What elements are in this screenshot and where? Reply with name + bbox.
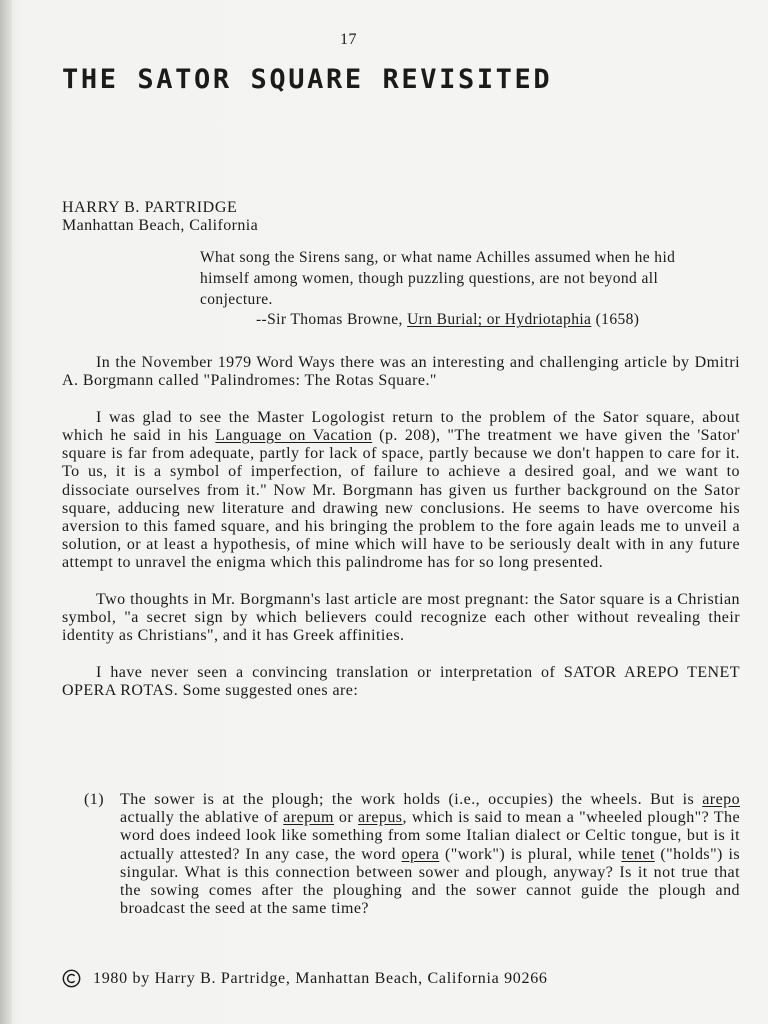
- paragraph-2-text-b: (p. 208), "The treatment we have given the 'Sator' square is far from adequate, partly for lack of space, partly because we don't happen to care for it. To us, it is a symbol of imperfection, of failure to achieve a desired goal, and we want to dissociate ourselves from it." Now Mr. Borgmann has given us further background on the Sator square, adducing new literature and drawing new conclusions. He seems to have overcome his aversion to this famed square, and his bringing the problem to the fore again leads me to unveil a solution, or at least a hypothesis, of mine which will have to be seriously dealt with in any future attempt to unravel the enigma which this palindrome has for so long presented.: [62, 427, 741, 571]
- numbered-list: [84, 791, 740, 918]
- copyright-notice: [62, 969, 548, 988]
- copyright-icon: [62, 969, 81, 988]
- list-item-text-b: actually the ablative of: [120, 809, 279, 827]
- list-item-1: [120, 791, 740, 918]
- list-item-text-e: ("holds") is singular. What is this connection between sower and plough, anyway? Is it not true that the sowing comes after the ploughing and the sower cannot guide the plough and broadcast the seed at the same time?: [120, 845, 741, 918]
- paragraph-1: In the November 1979 Word Ways there was an interesting and challenging article by Dmitri A. Borgmann called "Palindromes: The Rotas Square.": [62, 354, 740, 390]
- book-spine-shadow: [0, 0, 12, 1024]
- page-number: 17: [340, 31, 357, 48]
- word-tenet: tenet: [621, 845, 655, 863]
- word-arepum: arepum: [283, 809, 334, 827]
- attribution-author: --Sir Thomas Browne,: [256, 311, 403, 329]
- book-title-language-on-vacation: Language on Vacation: [215, 427, 373, 445]
- epigraph: [200, 248, 710, 331]
- list-item-text-a: The sower is at the plough; the work holds (i.e., occupies) the wheels. But is: [120, 791, 695, 808]
- word-arepo: arepo: [702, 791, 741, 808]
- copyright-text: 1980 by Harry B. Partridge, Manhattan Beach, California 90266: [93, 969, 548, 987]
- word-arepus: arepus: [358, 809, 403, 827]
- list-item-text-d: ("work") is plural, while: [444, 845, 616, 863]
- epigraph-attribution: [200, 310, 710, 331]
- paragraph-3: Two thoughts in Mr. Borgmann's last article are most pregnant: the Sator square is a Christian symbol, "a secret sign by which believers could recognize each other without revealing their identity as Christians", and it has Greek affinities.: [62, 591, 740, 645]
- list-item-text-c: , which is said to mean a "wheeled plough"? The word does indeed look like something from some Italian dialect or Celtic tongue, but is it actually attested? In any case, the word: [120, 809, 741, 863]
- list-item-number: (1): [84, 791, 105, 808]
- article-body: [62, 354, 740, 720]
- attribution-work-title: Urn Burial; or Hydriotaphia: [407, 311, 592, 329]
- paragraph-2: [62, 409, 740, 572]
- epigraph-quote: What song the Sirens sang, or what name Achilles assumed when he hid himself among women, though puzzling questions, are not beyond all conjecture.: [200, 249, 676, 308]
- list-item-text-or: or: [338, 809, 354, 827]
- author-location: Manhattan Beach, California: [62, 217, 259, 234]
- article-title: THE SATOR SQUARE REVISITED: [62, 64, 553, 95]
- attribution-year: (1658): [595, 311, 640, 329]
- author-name: HARRY B. PARTRIDGE: [62, 199, 238, 216]
- paragraph-2-text-a: I was glad to see the Master Logologist return to the problem of the Sator square, about which he said in his: [62, 409, 740, 445]
- paragraph-4: I have never seen a convincing translation or interpretation of SATOR AREPO TENET OPERA ROTAS. Some suggested ones are:: [62, 664, 740, 700]
- word-opera: opera: [401, 845, 440, 863]
